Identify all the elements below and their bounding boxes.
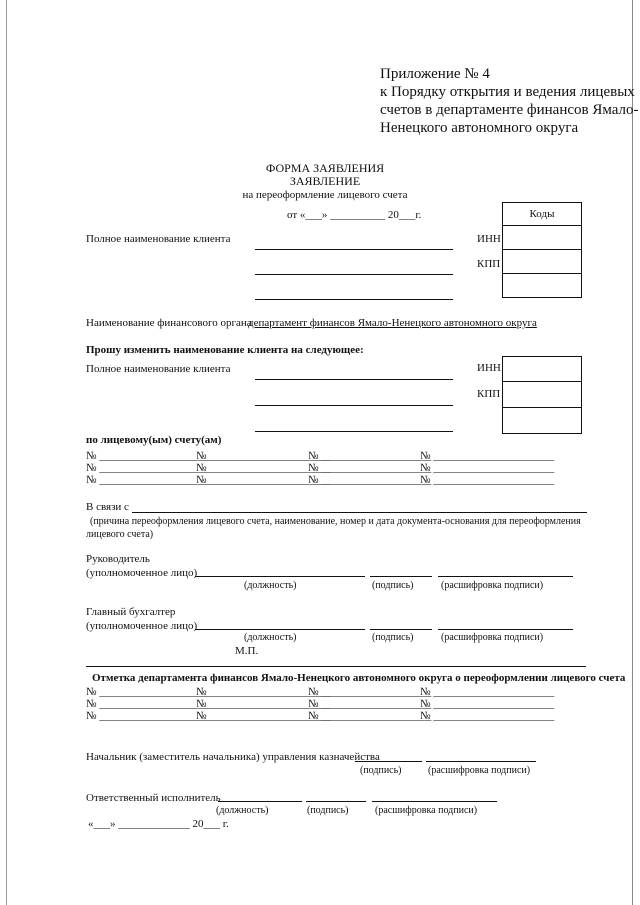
statement-subtitle: на переоформление лицевого счета [242,189,408,201]
account-field[interactable]: № ______________________ [196,698,331,710]
accountant-position-line[interactable] [195,629,365,630]
new-client-name-line-2[interactable] [255,405,453,406]
head-position-line[interactable] [195,576,365,577]
account-field[interactable]: № ____________________ [308,710,432,722]
head-decoding-line[interactable] [438,576,573,577]
executor-signature-caption: (подпись) [307,805,349,816]
treasury-signature-line[interactable] [355,761,422,762]
executor-position-caption: (должность) [216,805,269,816]
account-field[interactable]: № ____________________ [86,474,210,486]
account-field[interactable]: № ______________________ [420,474,555,486]
accountant-position-caption: (должность) [244,632,297,643]
account-field[interactable]: № ______________________ [420,686,555,698]
inn-label: ИНН [477,233,501,245]
accountant-label: Главный бухгалтер [86,606,176,618]
new-client-name-line-1[interactable] [255,379,453,380]
form-title: ФОРМА ЗАЯВЛЕНИЯ [265,161,385,175]
fin-org-label: Наименование финансового органа [86,317,252,329]
accountant-signature-caption: (подпись) [372,632,414,643]
new-kpp-cell[interactable] [502,382,582,408]
account-field[interactable]: № ____________________ [308,686,432,698]
account-field[interactable]: № ______________________ [420,462,555,474]
accountant-signature-line[interactable] [370,629,432,630]
account-field[interactable]: № ____________________ [308,462,432,474]
account-field[interactable]: № ____________________ [308,450,432,462]
head-decoding-caption: (расшифровка подписи) [441,580,544,591]
reason-note-line-1: (причина переоформления лицевого счета, наименование, номер и дата документа-основания для переоформления [90,516,581,527]
account-field[interactable]: № ____________________ [86,698,210,710]
new-extra-code-cell[interactable] [502,408,582,434]
new-client-name-line-3[interactable] [255,431,453,432]
statement-date-line: от «___» __________ 20___г. [287,209,422,221]
inn-cell[interactable] [502,226,582,250]
reason-label: В связи с [86,501,129,513]
kpp-label: КПП [477,258,501,270]
treasury-signature-caption: (подпись) [360,765,402,776]
accountant-decoding-caption: (расшифровка подписи) [441,632,544,643]
stamp-place-label: М.П. [235,645,259,657]
client-name-line-1[interactable] [255,249,453,250]
account-field[interactable]: № ____________________ [308,698,432,710]
account-field[interactable]: № ______________________ [196,462,331,474]
fin-org-value: департамент финансов Ямало-Ненецкого автономного округа [248,317,537,329]
accounts-heading: по лицевому(ым) счету(ам) [86,434,222,446]
client-name-line-3[interactable] [255,299,453,300]
head-authorized-label: (уполномоченное лицо) [86,567,198,579]
new-codes-table [502,356,582,434]
account-field[interactable]: № ______________________ [196,474,331,486]
codes-header: Коды [502,202,582,226]
head-signature-line[interactable] [370,576,432,577]
head-label: Руководитель [86,553,150,565]
reason-input-line[interactable] [132,512,587,513]
appendix-line-3: счетов в департаменте финансов Ямало- [380,102,639,118]
client-full-name-label: Полное наименование клиента [86,233,231,245]
statement-title: ЗАЯВЛЕНИЕ [289,174,361,188]
account-field[interactable]: № ______________________ [196,686,331,698]
head-position-caption: (должность) [244,580,297,591]
extra-code-cell[interactable] [502,274,582,298]
account-field[interactable]: № ____________________ [86,710,210,722]
account-field[interactable]: № ______________________ [420,710,555,722]
codes-table [502,202,582,298]
kpp-cell[interactable] [502,250,582,274]
appendix-line-4: Ненецкого автономного округа [380,120,579,136]
account-field[interactable]: № ______________________ [420,698,555,710]
reason-note-line-2: лицевого счета) [86,529,154,540]
executor-label: Ответственный исполнитель [86,792,221,804]
client-name-line-2[interactable] [255,274,453,275]
executor-signature-line[interactable] [306,801,366,802]
head-signature-caption: (подпись) [372,580,414,591]
change-request-heading: Прошу изменить наименование клиента на следующее: [86,344,364,356]
account-field[interactable]: № ____________________ [86,462,210,474]
new-inn-label: ИНН [477,362,501,374]
account-field[interactable]: № ______________________ [196,450,331,462]
new-client-full-name-label: Полное наименование клиента [86,363,231,375]
account-field[interactable]: № ____________________ [86,686,210,698]
executor-position-line[interactable] [218,801,302,802]
executor-date-line[interactable]: «___» _____________ 20___ г. [88,818,229,830]
account-field[interactable]: № ______________________ [420,450,555,462]
dept-mark-heading: Отметка департамента финансов Ямало-Ненецкого автономного округа о переоформлении лицевого счета [92,672,626,684]
account-field[interactable]: № ____________________ [86,450,210,462]
section-divider [86,666,586,667]
treasury-decoding-line[interactable] [426,761,536,762]
appendix-number: Приложение № 4 [380,66,490,82]
treasury-chief-label: Начальник (заместитель начальника) управления казначейства [86,751,380,763]
accountant-decoding-line[interactable] [438,629,573,630]
executor-decoding-caption: (расшифровка подписи) [375,805,478,816]
account-field[interactable]: № ______________________ [196,710,331,722]
accountant-authorized-label: (уполномоченное лицо) [86,620,198,632]
scan-edge-left [6,0,7,905]
new-inn-cell[interactable] [502,356,582,382]
executor-decoding-line[interactable] [372,801,497,802]
new-kpp-label: КПП [477,388,501,400]
appendix-line-2: к Порядку открытия и ведения лицевых [380,84,635,100]
treasury-decoding-caption: (расшифровка подписи) [428,765,531,776]
scan-edge-right [632,0,633,905]
account-field[interactable]: № ____________________ [308,474,432,486]
